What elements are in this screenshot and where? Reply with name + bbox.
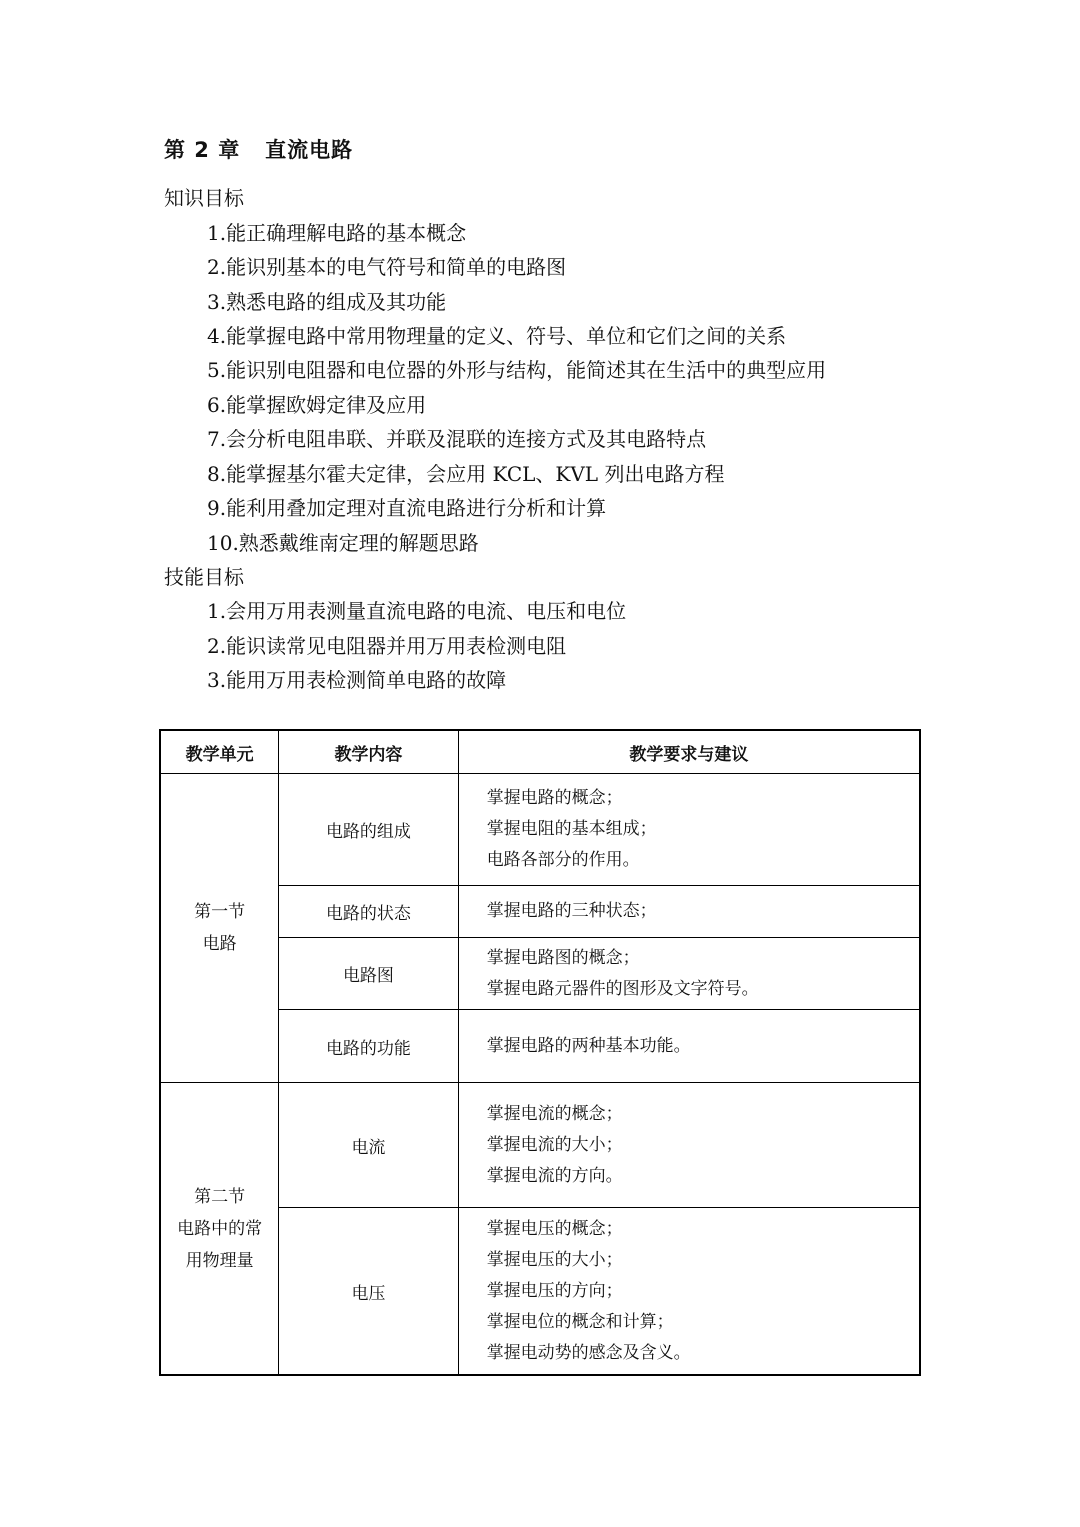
requirement-line: 电路各部分的作用。 [486,850,640,870]
unit-name-line: 第一节 [194,902,246,922]
requirement-line: 掌握电位的概念和计算； [486,1311,674,1332]
skill-objectives-heading: 技能目标 [164,565,244,589]
requirement-line: 掌握电流的概念； [486,1103,623,1124]
knowledge-item-9: 9.能利用叠加定理对直流电路进行分析和计算 [207,496,607,520]
requirements-cell [458,1010,920,1083]
requirement-line: 掌握电路的概念； [486,788,623,808]
requirements-cell [458,774,920,886]
requirement-line: 掌握电压的大小； [486,1249,623,1270]
knowledge-item-8: 8.能掌握基尔霍夫定律，会应用 KCL、KVL 列出电路方程 [207,462,725,486]
knowledge-item-2: 2.能识别基本的电气符号和简单的电路图 [207,255,567,279]
requirements-cell [458,1083,920,1208]
knowledge-item-5: 5.能识别电阻器和电位器的外形与结构，能简述其在生活中的典型应用 [207,358,827,382]
requirements-cell [458,1208,920,1376]
header-teaching-unit: 教学单元 [160,730,279,774]
content-cell: 电路的组成 [279,774,459,886]
content-cell: 电压 [279,1208,459,1376]
table-row [160,1083,920,1208]
knowledge-item-6: 6.能掌握欧姆定律及应用 [207,393,427,417]
content-cell: 电流 [279,1083,459,1208]
knowledge-item-1: 1.能正确理解电路的基本概念 [207,221,467,245]
unit-cell-section-2 [160,1083,279,1376]
requirement-line: 掌握电流的大小； [486,1134,623,1155]
knowledge-item-10: 10.熟悉戴维南定理的解题思路 [207,531,479,555]
unit-name-line: 电路中的常 [177,1218,263,1239]
requirement-line: 掌握电路图的概念； [486,947,640,968]
requirement-line: 掌握电压的方向； [486,1280,623,1301]
knowledge-item-3: 3.熟悉电路的组成及其功能 [207,290,447,314]
requirements-cell [458,938,920,1010]
content-cell: 电路的状态 [279,886,459,938]
requirement-line: 掌握电路的两种基本功能。 [486,1035,691,1056]
content-cell: 电路图 [279,938,459,1010]
chapter-title: 第 2 章 直流电路 [164,138,354,162]
requirement-line: 掌握电阻的基本组成； [486,819,657,839]
unit-name-line: 电路 [202,934,237,954]
skill-item-3: 3.能用万用表检测简单电路的故障 [207,668,507,692]
table-row [160,774,920,886]
content-cell: 电路的功能 [279,1010,459,1083]
unit-name-line: 第二节 [194,1186,246,1207]
requirement-line: 掌握电路的三种状态； [486,901,657,921]
requirement-line: 掌握电路元器件的图形及文字符号。 [486,978,759,999]
knowledge-item-7: 7.会分析电阻串联、并联及混联的连接方式及其电路特点 [207,427,707,451]
knowledge-item-4: 4.能掌握电路中常用物理量的定义、符号、单位和它们之间的关系 [207,324,787,348]
table-header-row [160,730,920,774]
knowledge-objectives-heading: 知识目标 [164,186,244,210]
header-teaching-content: 教学内容 [279,730,459,774]
unit-cell-section-1 [160,774,279,1083]
skill-item-2: 2.能识读常见电阻器并用万用表检测电阻 [207,634,567,658]
header-requirements: 教学要求与建议 [458,730,920,774]
requirement-line: 掌握电流的方向。 [486,1165,623,1186]
requirements-cell [458,886,920,938]
teaching-plan-table [159,729,921,1376]
requirement-line: 掌握电压的概念； [486,1218,623,1239]
skill-item-1: 1.会用万用表测量直流电路的电流、电压和电位 [207,599,627,623]
unit-name-line: 用物理量 [185,1250,254,1271]
requirement-line: 掌握电动势的感念及含义。 [486,1342,691,1363]
